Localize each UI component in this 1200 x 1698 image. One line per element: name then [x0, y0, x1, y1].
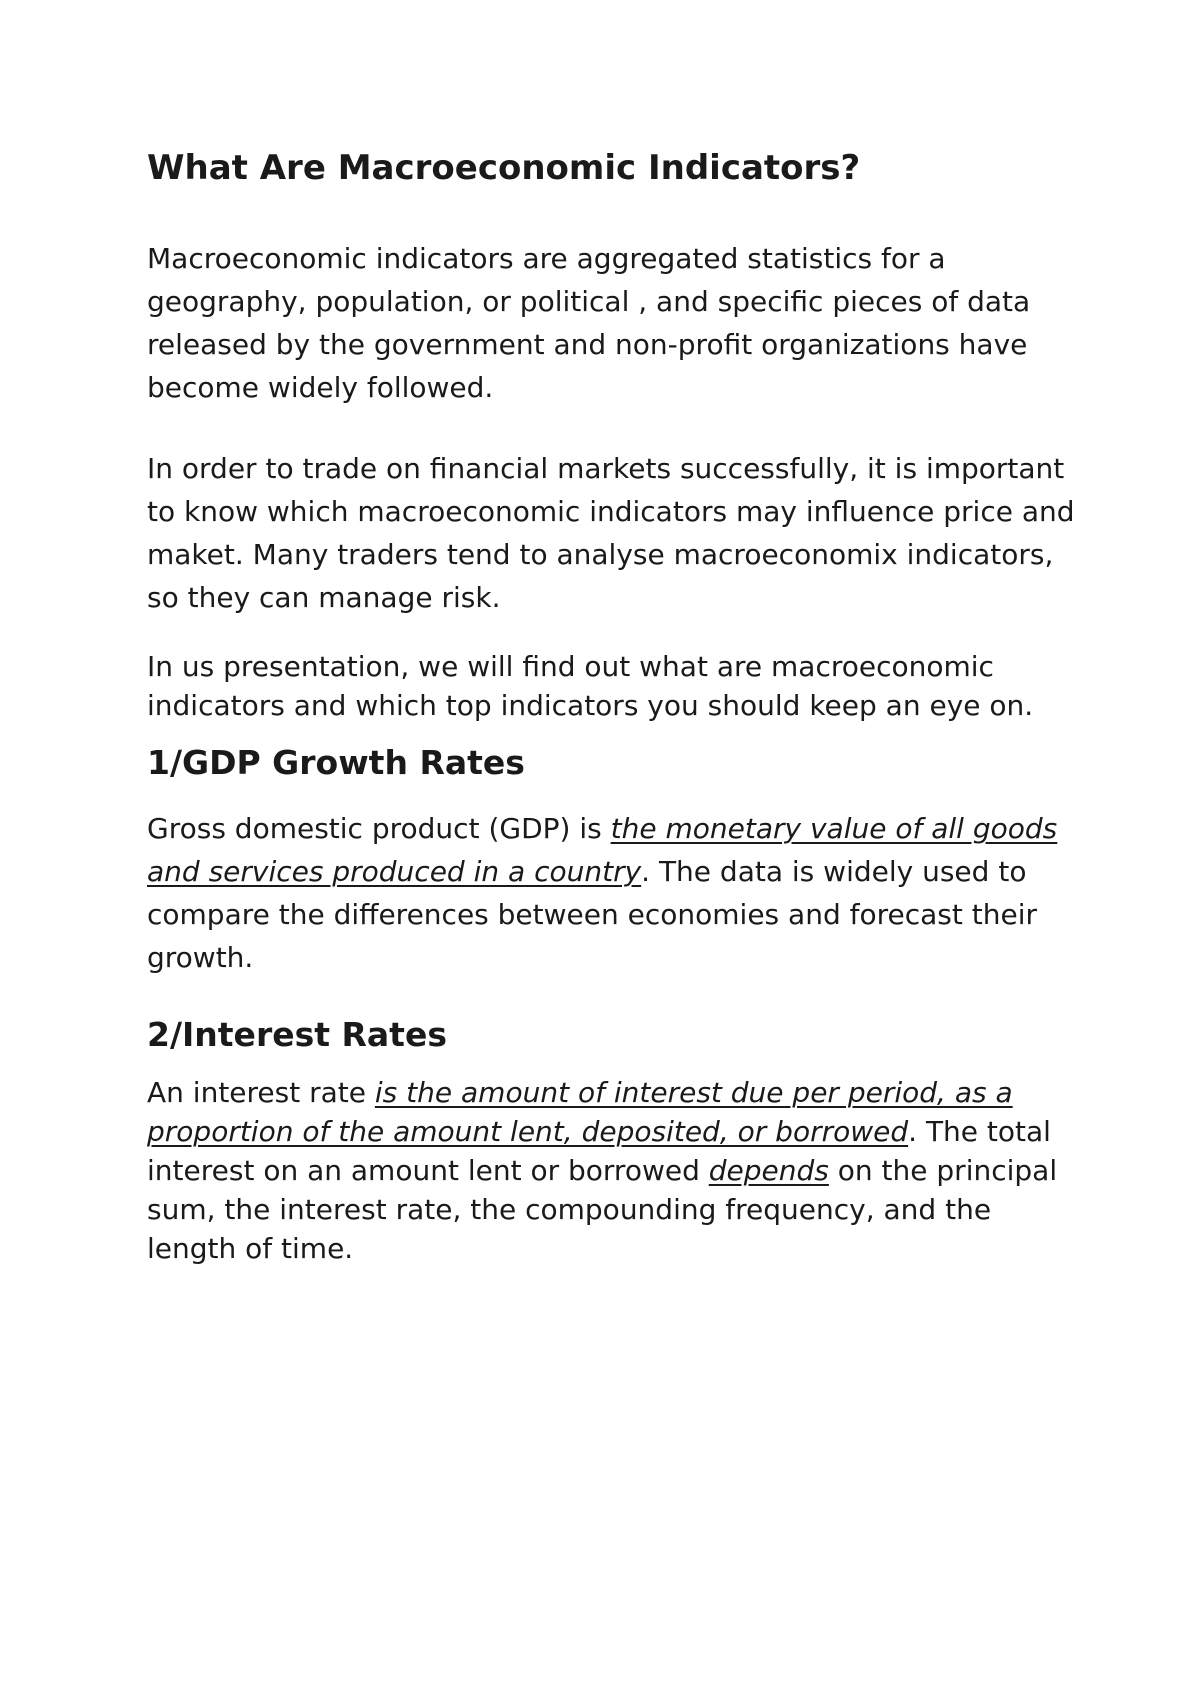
gdp-text-before: Gross domestic product (GDP) is [147, 812, 611, 845]
presentation-paragraph: In us presentation, we will find out what are macroeconomic indicators and which top indicators you should keep an eye on. [147, 650, 1034, 722]
depends-link[interactable]: depends [708, 1154, 829, 1187]
interest-heading: 2/Interest Rates [147, 1015, 447, 1054]
interest-text-after: on the principal sum, the interest rate, the compounding frequency, and the length of time. [147, 1154, 1058, 1265]
interest-paragraph [147, 1073, 1077, 1268]
document-body [147, 146, 1077, 1268]
gdp-definition-link[interactable]: the monetary value of all goods and services produced in a country [147, 812, 1058, 888]
gdp-heading: 1/GDP Growth Rates [147, 743, 525, 782]
intro-paragraph: Macroeconomic indicators are aggregated statistics for a geography, population, or political , and specific pieces of data released by the government and non-profit organizations have become widely followed. [147, 242, 1031, 404]
trading-paragraph: In order to trade on financial markets successfully, it is important to know which macroeconomic indicators may influence price and maket. Many traders tend to analyse macroeconomix indicators, so they can manage risk. [147, 452, 1075, 614]
document-title: What Are Macroeconomic Indicators? [147, 148, 861, 188]
interest-definition-link[interactable]: is the amount of interest due per period, as a proportion of the amount lent, deposited, or borrowed [147, 1076, 1013, 1148]
gdp-text-after: . The data is widely used to compare the differences between economies and forecast their growth. [147, 855, 1037, 974]
gdp-paragraph [147, 807, 1077, 979]
interest-text-before: An interest rate [147, 1076, 375, 1109]
interest-text-middle: . The total interest on an amount lent or borrowed [147, 1115, 1051, 1187]
